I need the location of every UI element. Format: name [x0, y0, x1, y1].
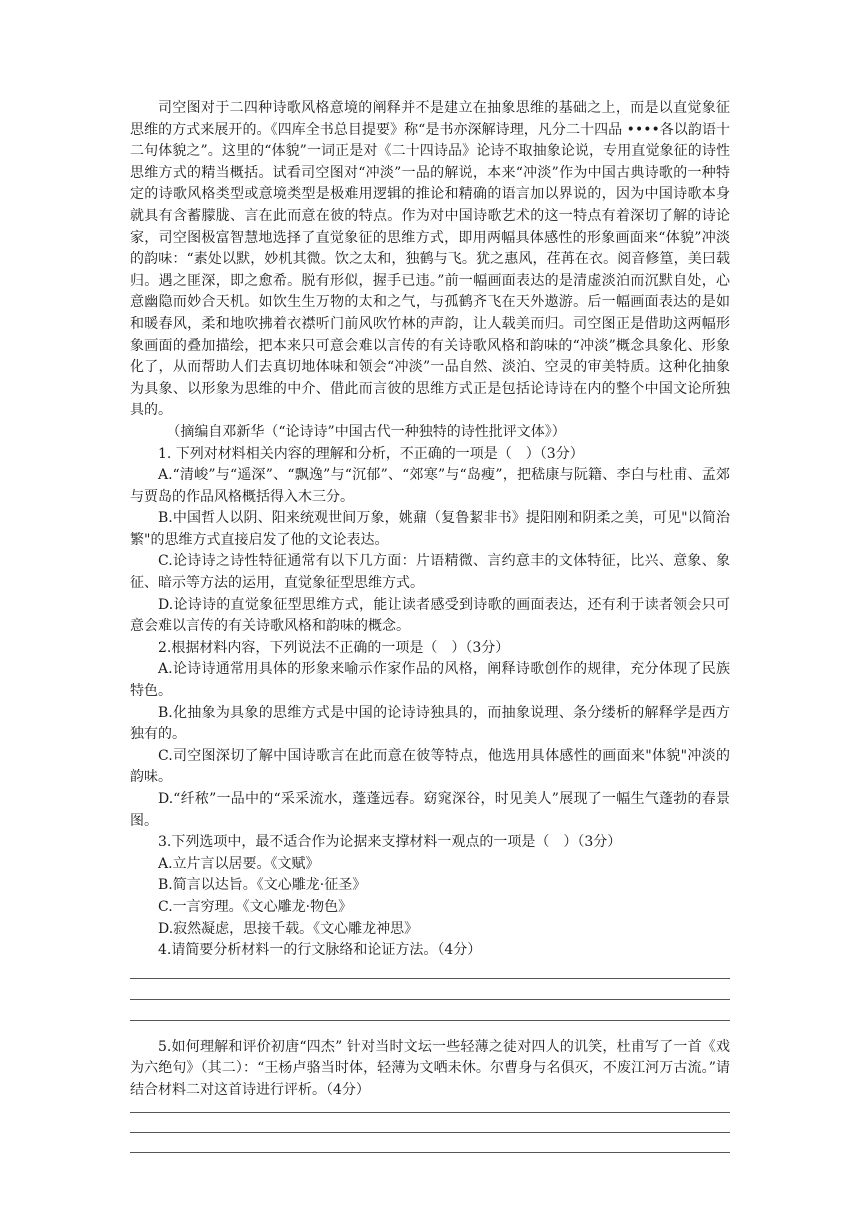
question-3-option-c: C.一言穷理。《文心雕龙·物色》	[158, 898, 353, 915]
question-1-option-c: C.论诗诗之诗性特征通常有以下几方面：片语精微、言约意丰的文体特征，比兴、意象、象征、暗示等方法的运用，直觉象征型思维方式。	[130, 553, 730, 592]
question-5-stem: 5.如何理解和评价初唐“四杰” 针对当时文坛一些轻薄之徒对四人的讥笑，杜甫写了一首《戏为六绝句》（其二）：“王杨卢骆当时体，轻薄为文哂未休。尔曹身与名俱灭，不废江河万古流。”请结合材料二对这首诗进行评析。（4分）	[130, 1038, 730, 1098]
question-4-stem: 4.请简要分析材料一的行文脉络和论证方法。（4分）	[158, 942, 482, 959]
question-1-stem: 1. 下列对材料相关内容的理解和分析，不正确的一项是（ ）（3分）	[158, 445, 584, 462]
question-2-option-a: A.论诗诗通常用具体的形象来喻示作家作品的风格，阐释诗歌创作的规律，充分体现了民族特色。	[130, 661, 730, 700]
question-2-stem: 2.根据材料内容，下列说法不正确的一项是（ ）（3分）	[158, 639, 510, 656]
answer-line	[130, 1132, 730, 1133]
question-2-option-d: D.“纤秾”一品中的“采采流水，蓬蓬远春。窈窕深谷，时见美人”展现了一幅生气蓬勃的春景图。	[130, 791, 730, 829]
question-2-option-c: C.司空图深切了解中国诗歌言在此而意在彼等特点，他选用具体感性的画面来"体貌"冲淡的韵味。	[130, 747, 730, 786]
question-2-option-b: B.化抽象为具象的思维方式是中国的论诗诗独具的，而抽象说理、条分缕析的解释学是西方独有的。	[130, 704, 730, 743]
question-3-option-d: D.寂然凝虑，思接千载。《文心雕龙神思》	[158, 920, 419, 937]
passage-paragraph: 司空图对于二四种诗歌风格意境的阐释并不是建立在抽象思维的基础之上，而是以直觉象征思维的方式来展开的。《四库全书总目提要》称“是书亦深解诗理，凡分二十四品 ••••各以韵语十二句体貌之”。这里的“体貌”一词正是对《二十四诗品》论诗不取抽象论说，专用直觉象征的诗性思维方式的精当概括。试看司空图对“冲淡”一品的解说，本来“冲淡”作为中国古典诗歌的一种特定的诗歌风格类型或意境类型是极难用逻辑的推论和精确的语言加以界说的，因为中国诗歌本身就具有含蓄朦胧、言在此而意在彼的特点。作为对中国诗歌艺术的这一特点有着深切了解的诗论家，司空图极富智慧地选择了直觉象征的思维方式，即用两幅具体感性的形象画面来“体貌”冲淡的韵味：“素处以默，妙机其微。饮之太和，独鹤与飞。犹之惠风，荏苒在衣。阅音修篁，美曰载归。遇之匪深，即之愈希。脱有形似，握手已违。”前一幅画面表达的是清虚淡泊而沉默自处，心意幽隐而妙合天机。如饮生生万物的太和之气，与孤鹤齐飞在天外遨游。后一幅画面表达的是如和暖春风，柔和地吹拂着衣襟听门前风吹竹林的声韵，让人载美而归。司空图正是借助这两幅形象画面的叠加描绘，把本来只可意会难以言传的有关诗歌风格和韵味的“冲淡”概念具象化、形象化了，从而帮助人们去真切地体味和领会“冲淡”一品自然、淡泊、空灵的审美特质。这种化抽象为具象、以形象为思维的中介、借此而言彼的思维方式正是包括论诗诗在内的整个中国文论所独具的。	[130, 100, 730, 419]
question-3-stem: 3.下列选项中，最不适合作为论据来支撑材料一观点的一项是（ ）（3分）	[158, 834, 622, 851]
question-1-option-d: D.论诗诗的直觉象征型思维方式，能让读者感受到诗歌的画面表达，还有利于读者领会只可意会难以言传的有关诗歌风格和韵味的概念。	[130, 596, 730, 635]
question-2	[130, 638, 730, 832]
exam-page	[130, 98, 730, 1153]
passage-source: （摘编自邓新华（“论诗诗”中国古代一种独特的诗性批评文体》）	[166, 423, 566, 440]
answer-line	[130, 1112, 730, 1113]
question-1	[130, 444, 730, 638]
question-4-answer-area[interactable]	[130, 978, 730, 1021]
question-5-answer-area[interactable]	[130, 1112, 730, 1153]
question-3-option-a: A.立片言以居要。《文赋》	[158, 855, 320, 872]
question-1-option-b: B.中国哲人以阴、阳来统观世间万象，姚鼐（复鲁絜非书》提阳刚和阴柔之美，可见"以简治繁"的思维方式直接启发了他的文论表达。	[130, 510, 730, 548]
question-1-option-a: A.“清峻”与“遥深”、“飘逸”与“沉郁”、“郊寒”与“岛瘦”，把嵇康与阮籍、李白与杜甫、孟郊与贾岛的作品风格概括得入木三分。	[130, 467, 730, 505]
answer-line	[130, 978, 730, 979]
answer-line	[130, 1152, 730, 1153]
answer-line	[130, 1020, 730, 1021]
answer-line	[130, 999, 730, 1000]
question-4	[130, 940, 730, 1021]
question-3	[130, 832, 730, 940]
question-3-option-b: B.简言以达旨。《文心雕龙·征圣》	[158, 877, 367, 894]
question-5	[130, 1037, 730, 1153]
